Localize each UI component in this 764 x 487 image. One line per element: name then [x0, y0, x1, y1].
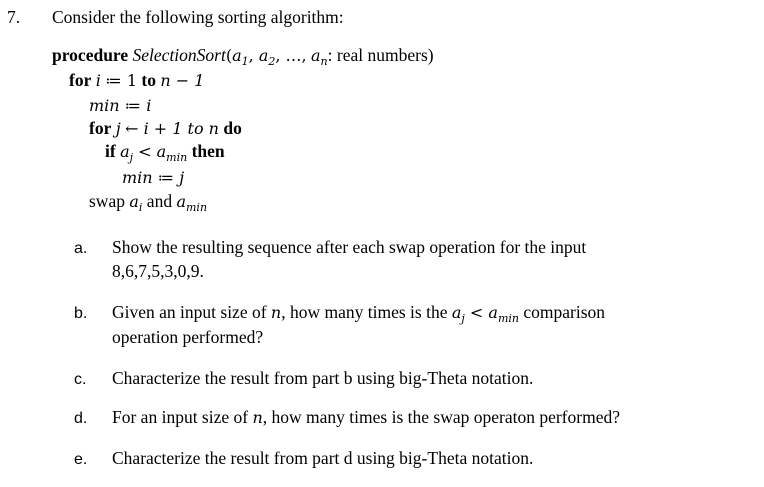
for-keyword: for — [69, 70, 92, 90]
part-d-line1 — [112, 407, 620, 428]
param-type: real numbers) — [336, 45, 434, 65]
if-aj-sub: j — [129, 151, 134, 164]
swap-and: and — [146, 191, 173, 211]
question-number: 7. — [7, 7, 21, 27]
min-assign-i: min ≔ i — [89, 96, 152, 115]
assign-start: ≔ 1 — [105, 71, 138, 90]
loop-range: ← i + 1 to n — [125, 119, 219, 138]
loop-var-j: j — [115, 119, 121, 138]
param-a2: a — [258, 46, 269, 65]
then-keyword: then — [191, 141, 225, 161]
procedure-name: SelectionSort — [132, 45, 226, 65]
param-an: a — [311, 46, 321, 65]
part-b-aj: a — [451, 303, 462, 322]
for-keyword: for — [89, 118, 112, 138]
part-c-label: c. — [74, 371, 87, 388]
part-b-lt-amin: < a — [464, 303, 498, 322]
paren-open: ( — [225, 46, 233, 65]
swap-line — [89, 191, 207, 214]
part-b-line1 — [112, 302, 605, 325]
swap-ai-sub: i — [138, 201, 143, 214]
swap-amin: a — [176, 192, 186, 211]
min-assign-j: min ≔ j — [122, 168, 185, 187]
swap-word: swap — [89, 191, 125, 211]
to-keyword: to — [141, 70, 156, 90]
if-aj: a — [120, 142, 130, 161]
part-b-aj-sub: j — [461, 312, 465, 325]
param-an-sub: n — [320, 55, 328, 68]
comma: , — [248, 46, 259, 65]
for-i-line — [69, 70, 204, 91]
part-a-line2: 8,6,7,5,3,0,9. — [112, 261, 204, 281]
comma: , — [275, 46, 286, 65]
part-b-mid: , how many times is the — [281, 302, 452, 322]
param-a1-sub: 1 — [241, 55, 249, 68]
part-d-post: , how many times is the swap operaton performed? — [262, 407, 620, 427]
swap-ai: a — [129, 192, 139, 211]
param-a1: a — [232, 46, 242, 65]
procedure-line — [52, 45, 434, 68]
loop-end: n − 1 — [160, 71, 205, 90]
part-a-line1: Show the resulting sequence after each swap operation for the input — [112, 237, 587, 257]
param-ellipsis: …, — [285, 46, 307, 65]
do-keyword: do — [223, 118, 242, 138]
part-c-line1: Characterize the result from part b using big-Theta notation. — [112, 368, 534, 388]
part-b-n: n — [270, 303, 282, 322]
part-b-line2: operation performed? — [112, 327, 264, 347]
loop-var-i: i — [95, 71, 101, 90]
part-b-pre: Given an input size of — [112, 302, 271, 322]
question-prompt: Consider the following sorting algorithm: — [52, 7, 344, 27]
part-b-post: comparison — [518, 302, 606, 322]
if-line — [105, 141, 225, 164]
if-amin-sub: min — [166, 151, 188, 164]
part-e-label: e. — [74, 451, 88, 468]
part-e-line1: Characterize the result from part d using big-Theta notation. — [112, 448, 534, 468]
part-d-pre: For an input size of — [112, 407, 253, 427]
if-keyword: if — [105, 141, 116, 161]
colon: : — [327, 45, 333, 65]
swap-amin-sub: min — [186, 201, 208, 214]
param-a2-sub: 2 — [268, 55, 276, 68]
part-d-n: n — [252, 408, 263, 427]
part-a-label: a. — [74, 240, 88, 257]
if-lt-amin: < a — [133, 142, 167, 161]
procedure-keyword: procedure — [52, 45, 129, 65]
for-j-line — [89, 118, 242, 139]
part-b-amin-sub: min — [497, 312, 519, 325]
part-b-label: b. — [74, 305, 88, 322]
part-d-label: d. — [74, 410, 88, 427]
